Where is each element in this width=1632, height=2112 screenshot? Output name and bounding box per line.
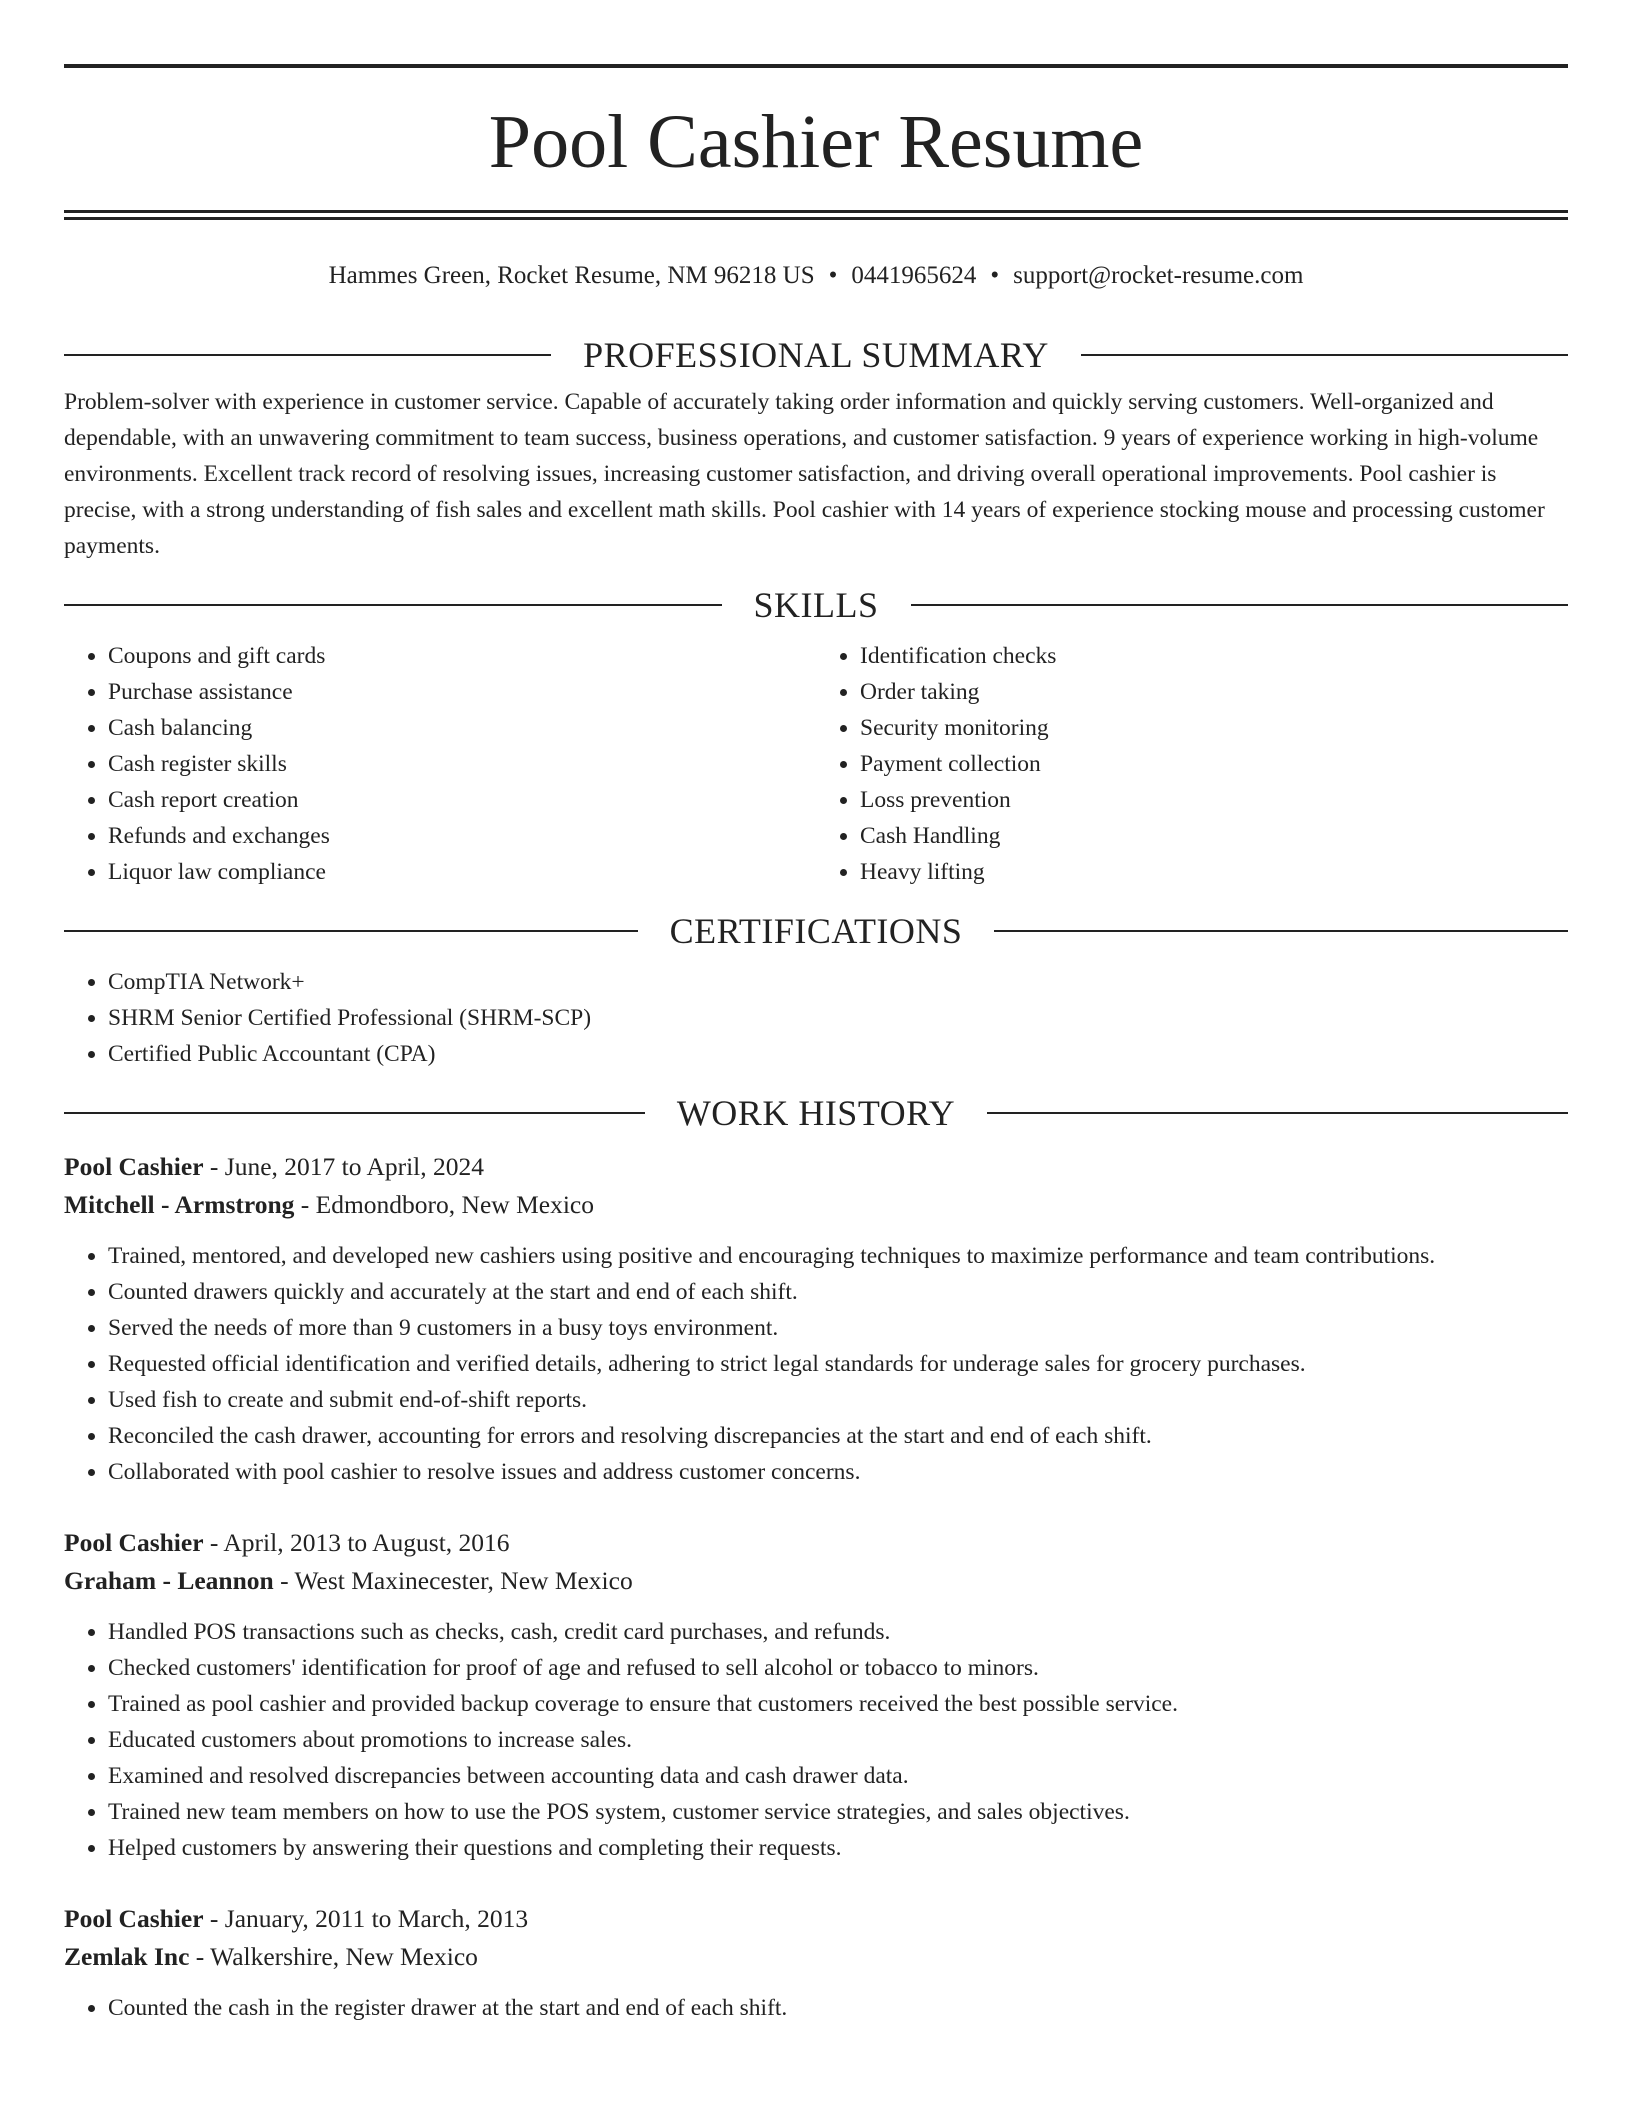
job-duty: • Examined and resolved discrepancies between accounting data and cash drawer data. (108, 1758, 1568, 1794)
heading-rule-left (64, 930, 638, 932)
skill-item: • Cash Handling (860, 818, 1568, 854)
job-company: Mitchell - Armstrong (64, 1190, 295, 1219)
summary-text: Problem-solver with experience in customer service. Capable of accurately taking order information and quickly serving customers. Well-organized and dependable, with an unwavering commitment to team success, business operations, and customer satisfaction. 9 years of experience working in high-volume environments. Excellent track record of resolving issues, increasing customer satisfaction, and driving overall operational improvements. Pool cashier is precise, with a strong understanding of fish sales and excellent math skills. Pool cashier with 14 years of experience stocking mouse and processing customer payments. (64, 389, 1545, 559)
job-duty: • Educated customers about promotions to increase sales. (108, 1722, 1568, 1758)
heading-rule-right (994, 930, 1568, 932)
job-entry (64, 1148, 1568, 1490)
work-history-section-heading (64, 1092, 1568, 1134)
certification-item: • CompTIA Network+ (108, 964, 1568, 1000)
job-title: Pool Cashier (64, 1904, 204, 1933)
certifications-section-heading (64, 910, 1568, 952)
job-title-line (64, 1900, 1568, 1938)
skill-item: • Security monitoring (860, 710, 1568, 746)
heading-rule-right (1081, 354, 1568, 356)
skills-list-left (64, 638, 816, 890)
job-location: - Edmondboro, New Mexico (294, 1190, 594, 1219)
heading-rule-right (987, 1112, 1568, 1114)
skill-item: • Identification checks (860, 638, 1568, 674)
job-dates: - April, 2013 to August, 2016 (203, 1528, 510, 1557)
resume-title: Pool Cashier Resume (488, 100, 1144, 184)
skills-list-right (816, 638, 1568, 890)
job-title: Pool Cashier (64, 1152, 204, 1181)
job-duty: • Reconciled the cash drawer, accounting for errors and resolving discrepancies at the start and end of each shift. (108, 1418, 1568, 1454)
skills-columns (64, 638, 1568, 890)
skill-item: • Payment collection (860, 746, 1568, 782)
job-entry (64, 1900, 1568, 2026)
heading-rule-right (911, 604, 1569, 606)
heading-rule-left (64, 604, 722, 606)
job-duty: • Trained new team members on how to use the POS system, customer service strategies, and sales objectives. (108, 1794, 1568, 1830)
certification-item: • SHRM Senior Certified Professional (SHRM-SCP) (108, 1000, 1568, 1036)
job-duties-list (64, 1614, 1568, 1866)
certifications-heading-label: CERTIFICATIONS (669, 911, 963, 951)
contact-separator: • (828, 262, 838, 289)
job-location: - West Maxinecester, New Mexico (273, 1566, 633, 1595)
job-duty: • Requested official identification and verified details, adhering to strict legal standards for underage sales for grocery purchases. (108, 1346, 1568, 1382)
job-duties-list (64, 1238, 1568, 1490)
skill-item: • Cash balancing (108, 710, 816, 746)
summary-section-heading (64, 334, 1568, 376)
job-duty: • Collaborated with pool cashier to resolve issues and address customer concerns. (108, 1454, 1568, 1490)
skill-item: • Order taking (860, 674, 1568, 710)
heading-rule-left (64, 354, 551, 356)
skills-heading-label: SKILLS (753, 585, 879, 625)
skill-item: • Cash report creation (108, 782, 816, 818)
contact-separator: • (990, 262, 1000, 289)
summary-heading-label: PROFESSIONAL SUMMARY (583, 335, 1049, 375)
job-title-line (64, 1148, 1568, 1186)
top-rule (64, 64, 1568, 68)
skill-item: • Cash register skills (108, 746, 816, 782)
job-company-line (64, 1562, 1568, 1600)
contact-email: support@rocket-resume.com (1013, 262, 1304, 289)
job-location: - Walkershire, New Mexico (189, 1942, 478, 1971)
heading-rule-left (64, 1112, 645, 1114)
skill-item: • Purchase assistance (108, 674, 816, 710)
job-duty: • Counted the cash in the register drawer at the start and end of each shift. (108, 1990, 1568, 2026)
skill-item: • Refunds and exchanges (108, 818, 816, 854)
job-duty: • Used fish to create and submit end-of-shift reports. (108, 1382, 1568, 1418)
job-company-line (64, 1186, 1568, 1224)
skill-item: • Coupons and gift cards (108, 638, 816, 674)
job-company: Zemlak Inc (64, 1942, 190, 1971)
certification-item: • Certified Public Accountant (CPA) (108, 1036, 1568, 1072)
job-duties-list (64, 1990, 1568, 2026)
work-history-heading-label: WORK HISTORY (676, 1093, 956, 1133)
job-duty: • Handled POS transactions such as checks, cash, credit card purchases, and refunds. (108, 1614, 1568, 1650)
job-dates: - June, 2017 to April, 2024 (203, 1152, 485, 1181)
job-duty: • Served the needs of more than 9 customers in a busy toys environment. (108, 1310, 1568, 1346)
job-duty: • Trained as pool cashier and provided backup coverage to ensure that customers received the best possible service. (108, 1686, 1568, 1722)
job-entry (64, 1524, 1568, 1866)
job-company: Graham - Leannon (64, 1566, 274, 1595)
job-duty: • Helped customers by answering their questions and completing their requests. (108, 1830, 1568, 1866)
job-company-line (64, 1938, 1568, 1976)
certifications-list (64, 964, 1568, 1072)
title-double-rule (64, 210, 1568, 220)
contact-phone: 0441965624 (851, 262, 977, 289)
skills-section-heading (64, 584, 1568, 626)
job-duty: • Trained, mentored, and developed new cashiers using positive and encouraging techniques to maximize performance and team contributions. (108, 1238, 1568, 1274)
contact-address: Hammes Green, Rocket Resume, NM 96218 US (328, 262, 815, 289)
contact-line (64, 256, 1568, 296)
job-dates: - January, 2011 to March, 2013 (203, 1904, 529, 1933)
skill-item: • Heavy lifting (860, 854, 1568, 890)
job-duty: • Checked customers' identification for proof of age and refused to sell alcohol or tobacco to minors. (108, 1650, 1568, 1686)
skill-item: • Loss prevention (860, 782, 1568, 818)
job-title: Pool Cashier (64, 1528, 204, 1557)
resume-page (64, 64, 1568, 2026)
job-duty: • Counted drawers quickly and accurately at the start and end of each shift. (108, 1274, 1568, 1310)
skill-item: • Liquor law compliance (108, 854, 816, 890)
job-title-line (64, 1524, 1568, 1562)
